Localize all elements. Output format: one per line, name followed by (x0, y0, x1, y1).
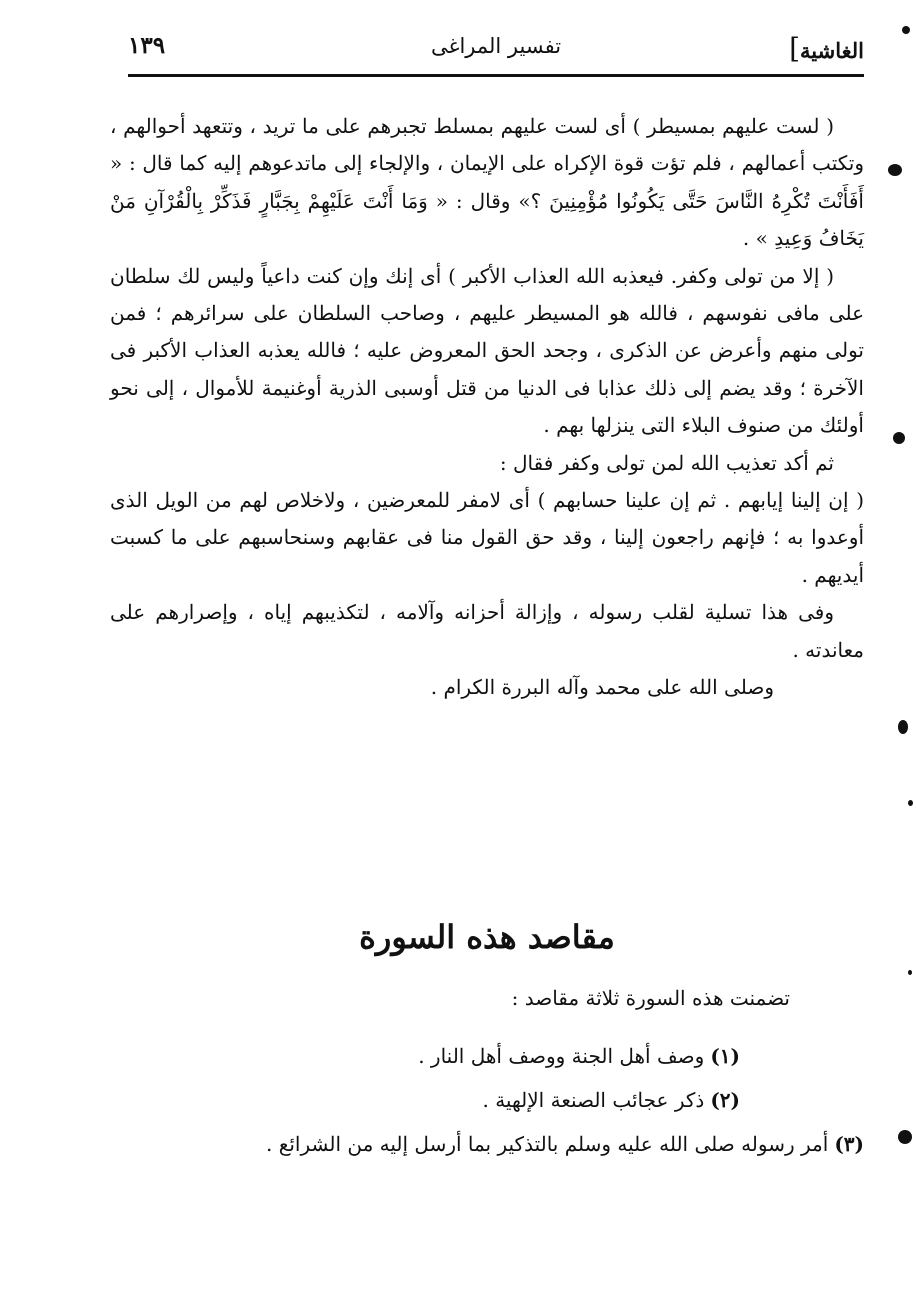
goal-number: (١) (710, 1044, 740, 1068)
scan-speck (893, 432, 905, 444)
header-rule (128, 74, 864, 77)
scan-speck (898, 1130, 912, 1144)
goal-text: أمر رسوله صلى الله عليه وسلم بالتذكير بما أرسل إليه من الشرائع . (266, 1132, 829, 1156)
goal-item (110, 1078, 740, 1122)
paragraph-2: ( إلا من تولى وكفر. فيعذبه الله العذاب الأكبر ) أى إنك وإن كنت داعياً وليس لك سلطان على مافى نفوسهم ، فالله هو المسيطر عليهم ، وصاحب السلطان على سرائرهم ؛ فمن تولى منهم وأعرض عن الذكرى ، وجحد الحق المعروض عليه ؛ فالله يعذبه العذاب الأكبر فى الآخرة ؛ وقد يضم إلى ذلك عذابا فى الدنيا من قتل أوسبى الذرية أوغنيمة للأموال ، إلى نحو أولئك من صنوف البلاء التى ينزلها بهم . (110, 263, 865, 438)
goal-number: (٢) (710, 1088, 740, 1112)
header-bracket: ] (789, 32, 801, 65)
goals-list (110, 1034, 864, 1166)
paragraph-1: ( لست عليهم بمسيطر ) أى لست عليهم بمسلط تجبرهم على ما تريد ، وتتعهد أحوالهم ، وتكتب أعمالهم ، فلم تؤت قوة الإكراه على الإيمان ، والإلجاء إلى ماتدعوهم إليه كما قال : « أَفَأَنْتَ تُكْرِهُ النَّاسَ حَتَّى يَكُونُوا مُؤْمِنِينَ ؟» وقال : « وَمَا أَنْتَ عَلَيْهِمْ بِجَبَّارٍ فَذَكِّرْ بِالْقُرْآنِ مَنْ يَخَافُ وَعِيدِ » . (110, 114, 864, 251)
scan-speck (898, 720, 908, 734)
goal-number: (٣) (834, 1132, 864, 1156)
book-title: تفسير المراغى (430, 34, 562, 58)
scan-speck (908, 970, 912, 975)
scan-speck (902, 26, 910, 34)
goal-text: ذكر عجائب الصنعة الإلهية . (482, 1088, 705, 1112)
goal-item (110, 1122, 864, 1166)
page-header (128, 28, 864, 68)
scan-speck (888, 164, 902, 176)
paragraph-6: وصلى الله على محمد وآله البررة الكرام . (430, 675, 774, 700)
paragraph-3: ثم أكد تعذيب الله لمن تولى وكفر فقال : (499, 450, 834, 475)
section-title: مقاصد هذه السورة (359, 918, 615, 956)
commentary-body (110, 108, 864, 707)
paragraph-5: وفى هذا تسلية لقلب رسوله ، وإزالة أحزانه وآلامه ، لتكذيبهم إياه ، وإصرارهم على معاندته . (110, 600, 864, 662)
paragraph-4: ( إن إلينا إيابهم . ثم إن علينا حسابهم ) أى لامفر للمعرضين ، ولاخلاص لهم من الويل الذى أوعدوا به ؛ فإنهم راجعون إلينا ، وقد حق القول منا فى عقابهم وسنحاسبهم على ما كسبت أيديهم . (110, 488, 864, 587)
section-intro: تضمنت هذه السورة ثلاثة مقاصد : (511, 986, 790, 1010)
goal-item (110, 1034, 740, 1078)
page-number: ١٣٩ (128, 32, 166, 59)
surah-name-text: الغاشية (800, 38, 864, 63)
scan-speck (908, 800, 913, 806)
goal-text: وصف أهل الجنة ووصف أهل النار . (418, 1044, 705, 1068)
